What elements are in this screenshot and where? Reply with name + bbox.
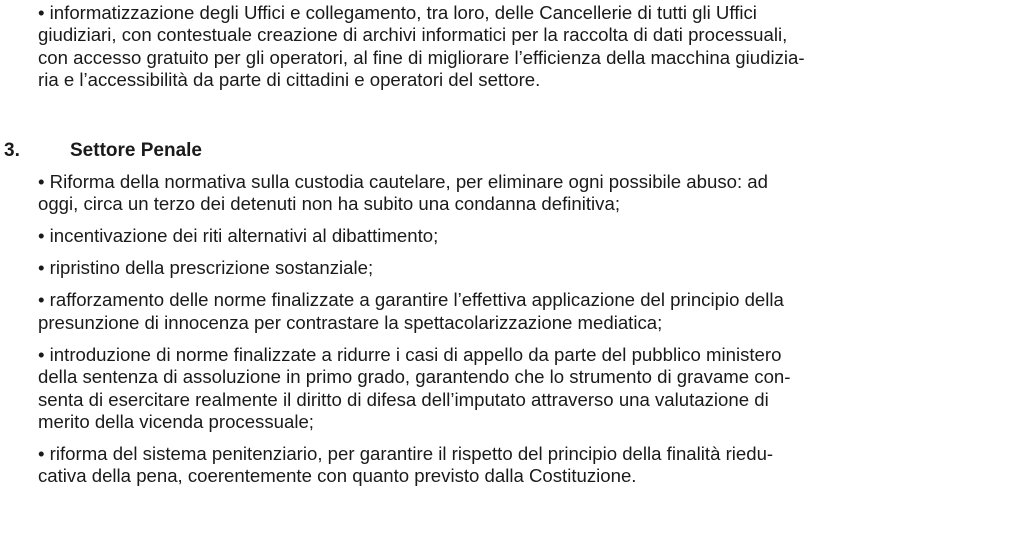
list-item: • ripristino della prescrizione sostanziale; xyxy=(38,257,374,279)
section-heading xyxy=(4,140,202,162)
list-item: • rafforzamento delle norme finalizzate a garantire l’effettiva applicazione del principio della presunzione di innocenza per contrastare la spettacolarizzazione mediatica; xyxy=(38,289,784,333)
section-number: 3. xyxy=(4,140,20,161)
list-item: • riforma del sistema penitenziario, per garantire il rispetto del principio della finalità riedu- cativa della pena, coerentemente con quanto previsto dalla Costituzione. xyxy=(38,443,774,487)
section-title: Settore Penale xyxy=(70,140,202,161)
paragraph-informatizzazione: • informatizzazione degli Uffici e collegamento, tra loro, delle Cancellerie di tutti gli Uffici giudiziari, con contestuale creazione di archivi informatici per la raccolta di dati processuali, con accesso gratuito per gli operatori, al fine di migliorare l’efficienza della macchina giudizia- ria e l’accessibilità da parte di cittadini e operatori del settore. xyxy=(38,2,805,91)
list-item: • incentivazione dei riti alternativi al dibattimento; xyxy=(38,225,439,247)
list-item: • Riforma della normativa sulla custodia cautelare, per eliminare ogni possibile abuso: ad oggi, circa un terzo dei detenuti non ha subito una condanna definitiva; xyxy=(38,171,768,215)
list-item: • introduzione di norme finalizzate a ridurre i casi di appello da parte del pubblico ministero della sentenza di assoluzione in primo grado, garantendo che lo strumento di gravame con- senta di esercitare realmente il diritto di difesa dell’imputato attraverso una valutazione di merito della vicenda processuale; xyxy=(38,343,791,433)
section-list xyxy=(38,171,790,497)
